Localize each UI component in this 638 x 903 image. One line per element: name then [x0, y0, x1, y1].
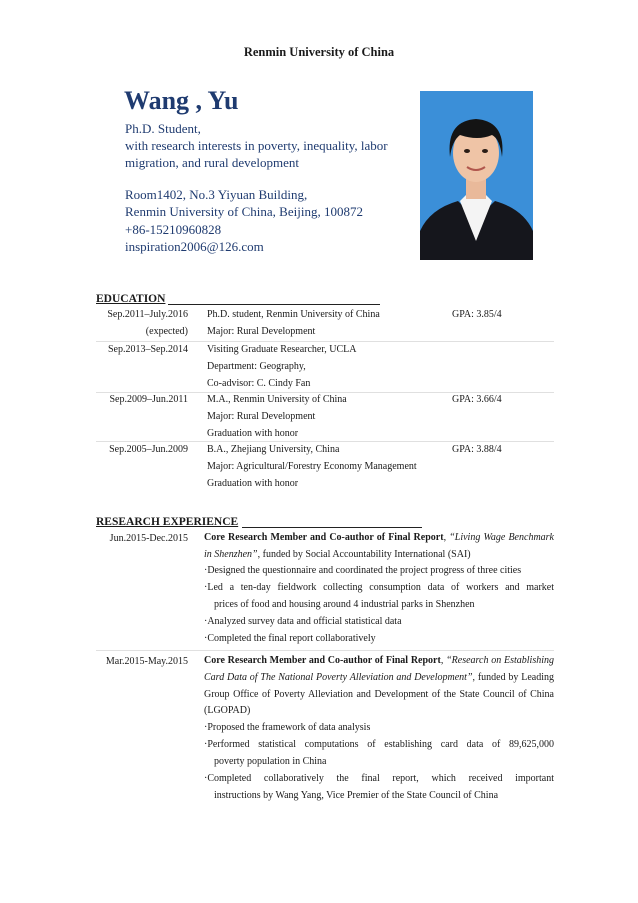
research-separator: , [440, 655, 447, 666]
research-role: Core Research Member and Co-author of Final Report [204, 532, 444, 543]
address-line-1: Room1402, No.3 Yiyuan Building, [125, 187, 308, 202]
research-summary [204, 530, 554, 564]
edu-line: Major: Rural Development [207, 326, 316, 337]
edu-line: Major: Rural Development [207, 411, 316, 422]
bullet-line: ·Performed statistical computations of establishing card data of 89,625,000 [204, 739, 554, 750]
university-header: Renmin University of China [243, 45, 395, 59]
research-separator: , [443, 532, 450, 543]
research-project: “Living Wage Benchmark in Shenzhen” [204, 532, 554, 560]
email-address: inspiration2006@126.com [125, 239, 264, 254]
edu-line: Graduation with honor [207, 478, 299, 489]
edu-gpa: GPA: 3.88/4 [452, 444, 502, 455]
bullet-line: ·Analyzed survey data and official statistical data [204, 616, 402, 627]
education-rule [168, 304, 380, 305]
research-role: Core Research Member and Co-author of Final Report [204, 655, 441, 666]
research-date: Mar.2015-May.2015 [105, 656, 188, 667]
bullet-line: ·Completed the final report collaboratively [204, 633, 376, 644]
research-project: “Research on Establishing Card Data of The National Poverty Alleviation and Development” [204, 655, 554, 683]
edu-date: Sep.2011–July.2016 [107, 309, 188, 320]
bullet-continuation: instructions by Wang Yang, Vice Premier of the State Council of China [214, 789, 499, 801]
edu-date: Sep.2013–Sep.2014 [108, 344, 188, 355]
edu-date: Sep.2009–Jun.2011 [109, 394, 188, 405]
research-funding: , funded by Leading Group Office of Poverty Alleviation and Development of the State Council of China (LGOPAD) [204, 671, 554, 717]
candidate-name: Wang , Yu [124, 86, 239, 115]
edu-gpa: GPA: 3.66/4 [452, 394, 502, 405]
bullet-line: ·Led a ten-day fieldwork collecting consumption data of workers and market [204, 582, 554, 593]
bullet-line: ·Proposed the framework of data analysis [204, 722, 371, 733]
profile-interests-2: migration, and rural development [125, 155, 300, 170]
bullet-continuation: prices of food and housing around 4 industrial parks in Shenzhen [214, 598, 475, 610]
profile-title: Ph.D. Student, [125, 121, 201, 136]
research-bullet [204, 771, 554, 805]
research-bullet [204, 614, 554, 631]
edu-line: Ph.D. student, Renmin University of China [207, 309, 380, 320]
edu-line: Visiting Graduate Researcher, UCLA [207, 344, 357, 355]
edu-line: B.A., Zhejiang University, China [207, 444, 340, 455]
research-summary [204, 653, 554, 720]
row-divider [96, 341, 554, 342]
profile-photo [420, 91, 533, 260]
edu-line: Major: Agricultural/Forestry Economy Management [207, 461, 417, 472]
research-bullet [204, 580, 554, 614]
row-divider [96, 441, 554, 442]
research-funding: , funded by Social Accountability International (SAI) [257, 548, 471, 560]
bullet-line: ·Designed the questionnaire and coordinated the project progress of three cities [204, 565, 522, 576]
edu-line: Department: Geography, [207, 361, 306, 372]
edu-line: M.A., Renmin University of China [207, 394, 347, 405]
research-date: Jun.2015-Dec.2015 [109, 533, 188, 544]
research-bullet [204, 737, 554, 771]
edu-line: Co-advisor: C. Cindy Fan [207, 378, 311, 389]
edu-gpa: GPA: 3.85/4 [452, 309, 502, 320]
row-divider [96, 650, 554, 651]
research-heading: RESEARCH EXPERIENCE [96, 516, 239, 528]
address-line-2: Renmin University of China, Beijing, 100872 [125, 204, 363, 219]
education-heading: EDUCATION [96, 293, 166, 305]
bullet-line: ·Completed collaboratively the final report, which received important [204, 773, 554, 784]
research-bullet [204, 631, 554, 648]
edu-date: Sep.2005–Jun.2009 [109, 444, 188, 455]
phone-number: +86-15210960828 [125, 222, 222, 237]
research-bullet [204, 720, 554, 737]
bullet-continuation: poverty population in China [214, 755, 327, 767]
edu-date-note: (expected) [145, 326, 188, 337]
portrait-illustration [420, 91, 533, 260]
research-bullet [204, 563, 554, 580]
research-rule [242, 527, 422, 528]
profile-interests-1: with research interests in poverty, inequality, labor [125, 138, 388, 153]
edu-line: Graduation with honor [207, 428, 299, 439]
